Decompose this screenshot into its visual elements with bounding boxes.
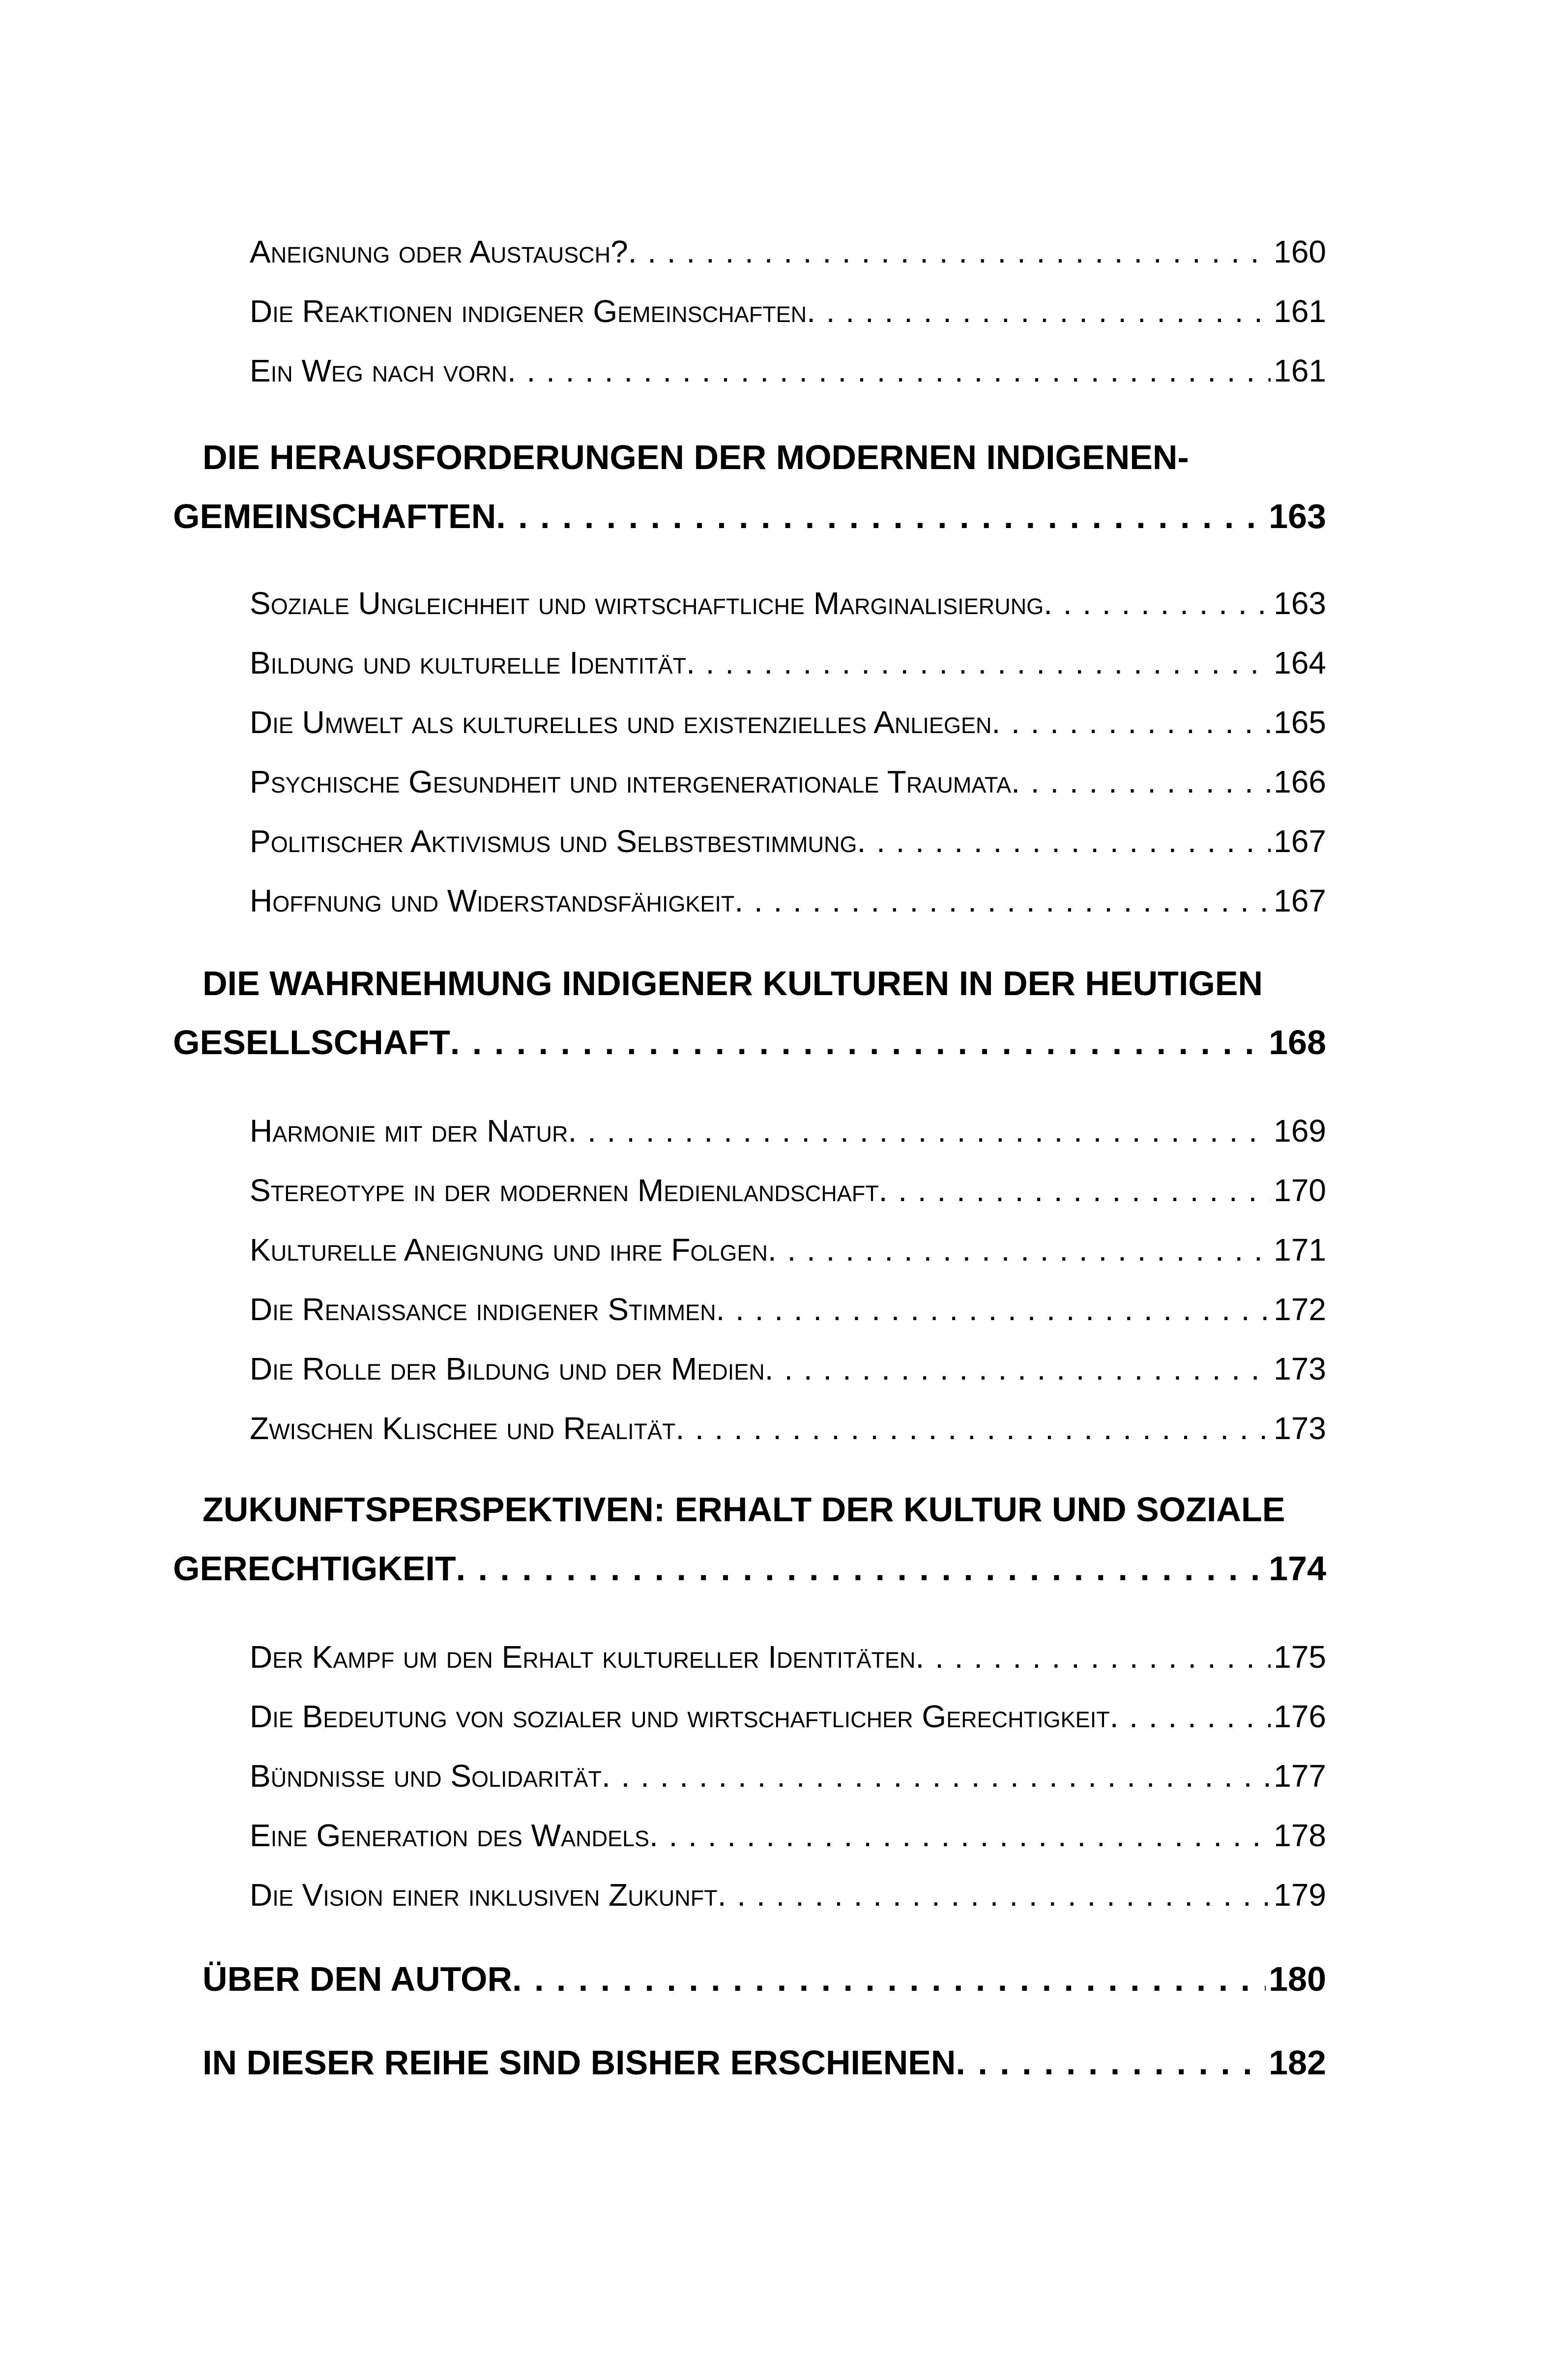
chapter-entry[interactable] — [173, 497, 1326, 536]
chapter-entry[interactable] — [203, 1959, 1326, 1999]
toc-leader-dots — [1110, 1698, 1271, 1735]
toc-leader-dots — [450, 1023, 1266, 1062]
toc-entry-page: 161 — [1274, 294, 1326, 329]
chapter-title: IN DIESER REIHE SIND BISHER ERSCHIENEN — [203, 2043, 956, 2082]
toc-leader-dots — [716, 1291, 1271, 1328]
toc-entry[interactable] — [250, 1351, 1326, 1387]
toc-entry[interactable] — [250, 1758, 1326, 1794]
toc-entry[interactable] — [250, 1113, 1326, 1149]
toc-entry-title: Aneignung oder Austausch? — [250, 234, 628, 269]
toc-entry-title: Stereotype in der modernen Medienlandschaft — [250, 1173, 879, 1208]
toc-entry[interactable] — [250, 1410, 1326, 1446]
chapter-page: 168 — [1269, 1023, 1326, 1062]
toc-leader-dots — [628, 234, 1271, 270]
toc-entry-page: 167 — [1274, 883, 1326, 918]
toc-entry-page: 178 — [1274, 1818, 1326, 1853]
toc-entry[interactable] — [250, 1698, 1326, 1735]
chapter-title-line1[interactable]: DIE HERAUSFORDERUNGEN DER MODERNEN INDIGENEN- — [203, 438, 1189, 476]
chapter-title-line1[interactable]: ZUKUNFTSPERSPEKTIVEN: ERHALT DER KULTUR UND SOZIALE — [203, 1490, 1285, 1529]
toc-leader-dots — [602, 1758, 1271, 1794]
chapter-entry[interactable] — [203, 2043, 1326, 2082]
toc-entry-title: Kulturelle Aneignung und ihre Folgen — [250, 1232, 768, 1268]
toc-entry-title: Bündnisse und Solidarität — [250, 1758, 602, 1794]
toc-leader-dots — [956, 2043, 1266, 2082]
toc-entry-page: 165 — [1274, 705, 1326, 740]
toc-entry-page: 173 — [1274, 1351, 1326, 1386]
toc-leader-dots — [507, 353, 1271, 389]
toc-entry-title: Die Bedeutung von sozialer und wirtschaftlicher Gerechtigkeit — [250, 1699, 1110, 1734]
toc-entry-title: Der Kampf um den Erhalt kultureller Identitäten — [250, 1639, 916, 1675]
toc-entry[interactable] — [250, 883, 1326, 919]
toc-entry-page: 177 — [1274, 1758, 1326, 1794]
toc-entry[interactable] — [250, 293, 1326, 329]
toc-entry-page: 173 — [1274, 1411, 1326, 1446]
toc-leader-dots — [1044, 585, 1271, 621]
toc-leader-dots — [718, 1877, 1271, 1913]
toc-entry[interactable] — [250, 645, 1326, 681]
chapter-page: 174 — [1269, 1549, 1326, 1588]
toc-entry[interactable] — [250, 823, 1326, 859]
chapter-title-line2: GEMEINSCHAFTEN — [173, 497, 496, 535]
toc-entry-title: Politischer Aktivismus und Selbstbestimmung — [250, 824, 857, 859]
toc-leader-dots — [991, 704, 1271, 740]
toc-entry-page: 169 — [1274, 1113, 1326, 1149]
toc-entry-title: Die Reaktionen indigener Gemeinschaften — [250, 294, 807, 329]
toc-entry[interactable] — [250, 353, 1326, 389]
toc-leader-dots — [765, 1351, 1271, 1387]
chapter-title: ÜBER DEN AUTOR — [203, 1960, 513, 1998]
toc-entry-title: Eine Generation des Wandels — [250, 1818, 650, 1853]
toc-entry-page: 167 — [1274, 824, 1326, 859]
toc-entry[interactable] — [250, 704, 1326, 740]
toc-entry-title: Die Vision einer inklusiven Zukunft — [250, 1877, 718, 1913]
chapter-title-line2: GESELLSCHAFT — [173, 1023, 450, 1062]
toc-entry-page: 171 — [1274, 1232, 1326, 1268]
toc-entry[interactable] — [250, 585, 1326, 621]
toc-entry-title: Ein Weg nach vorn — [250, 353, 507, 388]
toc-leader-dots — [1011, 764, 1271, 800]
toc-entry-title: Hoffnung und Widerstandsfähigkeit — [250, 883, 735, 918]
chapter-page: 182 — [1269, 2043, 1326, 2082]
toc-entry-title: Zwischen Klischee und Realität — [250, 1411, 676, 1446]
toc-leader-dots — [807, 293, 1271, 329]
toc-entry-page: 176 — [1274, 1699, 1326, 1734]
toc-entry-page: 179 — [1274, 1877, 1326, 1913]
toc-leader-dots — [496, 497, 1266, 536]
toc-entry[interactable] — [250, 1639, 1326, 1675]
chapter-page: 163 — [1269, 497, 1326, 535]
toc-entry-title: Die Rolle der Bildung und der Medien — [250, 1351, 765, 1386]
toc-entry-page: 175 — [1274, 1639, 1326, 1675]
toc-entry-title: Bildung und kulturelle Identität — [250, 645, 687, 680]
toc-entry-page: 172 — [1274, 1292, 1326, 1327]
chapter-page: 180 — [1269, 1960, 1326, 1998]
toc-leader-dots — [456, 1549, 1266, 1588]
toc-leader-dots — [686, 645, 1271, 681]
toc-leader-dots — [568, 1113, 1271, 1149]
toc-entry-title: Soziale Ungleichheit und wirtschaftliche Marginalisierung — [250, 586, 1044, 621]
chapter-title-line2: GERECHTIGKEIT — [173, 1549, 456, 1588]
toc-entry[interactable] — [250, 234, 1326, 270]
toc-entry-page: 160 — [1274, 234, 1326, 269]
toc-leader-dots — [734, 883, 1271, 919]
chapter-entry[interactable] — [173, 1549, 1326, 1588]
toc-leader-dots — [916, 1639, 1271, 1675]
toc-entry-title: Harmonie mit der Natur — [250, 1113, 568, 1149]
toc-entry[interactable] — [250, 1232, 1326, 1268]
toc-leader-dots — [768, 1232, 1271, 1268]
toc-entry-page: 163 — [1274, 586, 1326, 621]
toc-entry[interactable] — [250, 1877, 1326, 1913]
toc-entry[interactable] — [250, 764, 1326, 800]
toc-entry[interactable] — [250, 1291, 1326, 1328]
toc-entry-title: Die Renaissance indigener Stimmen — [250, 1292, 716, 1327]
toc-entry-page: 161 — [1274, 353, 1326, 388]
toc-leader-dots — [675, 1410, 1271, 1446]
chapter-entry[interactable] — [173, 1023, 1326, 1062]
toc-entry[interactable] — [250, 1817, 1326, 1854]
toc-entry-title: Die Umwelt als kulturelles und existenzielles Anliegen — [250, 705, 992, 740]
toc-leader-dots — [879, 1172, 1271, 1209]
toc-leader-dots — [857, 823, 1271, 859]
toc-entry-page: 164 — [1274, 645, 1326, 680]
toc-leader-dots — [649, 1817, 1271, 1854]
toc-entry-page: 166 — [1274, 764, 1326, 799]
chapter-title-line1[interactable]: DIE WAHRNEHMUNG INDIGENER KULTUREN IN DER HEUTIGEN — [203, 964, 1263, 1003]
toc-entry[interactable] — [250, 1172, 1326, 1209]
toc-leader-dots — [512, 1959, 1266, 1999]
toc-entry-page: 170 — [1274, 1173, 1326, 1208]
toc-entry-title: Psychische Gesundheit und intergenerationale Traumata — [250, 764, 1012, 799]
